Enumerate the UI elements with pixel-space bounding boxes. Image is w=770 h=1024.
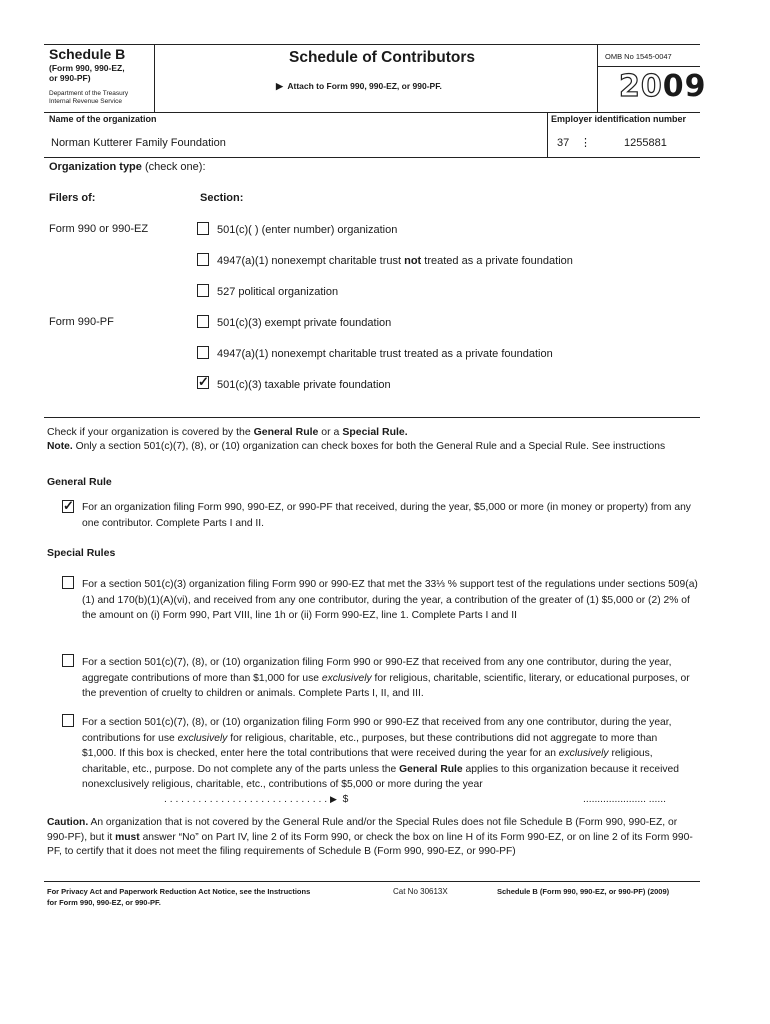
org-name-rule (44, 157, 700, 158)
tax-year (619, 70, 707, 104)
org-type-label: Organization type (49, 161, 142, 173)
option-4947-not-pf-bold: not (404, 255, 422, 267)
option-501c3-taxable-checkbox[interactable] (197, 376, 209, 389)
option-4947-pf-checkbox[interactable] (197, 346, 209, 359)
leader-dots: . . . . . . . . . . . . . . . . . . . . . . . . . . . . . (164, 794, 328, 805)
caution-text-2: answer “No” on Part IV, line 2 of its Form 990, or check the box on line H of its Form 990-EZ, or on line 2 of its Form 990-PF, to certify that it does not meet the filing requirements of Schedule B (Form 990, 990-EZ, or 990-PF) (47, 831, 693, 857)
special-rules-heading: Special Rules (47, 547, 116, 559)
general-rule-text: For an organization filing Form 990, 990-EZ, or 990-PF that received, during the year, $5,000 or more (in money or property) from any one contributor. Complete Parts I and II. (82, 502, 691, 529)
filers-label: Filers of: (49, 192, 96, 204)
special-rule-2-text (82, 655, 692, 702)
check-rule-mid: or a (318, 426, 343, 438)
special-rule-3-mid-2: religious, charitable, etc., purpose. Do not complete any of the parts unless the (82, 748, 653, 775)
option-527-label: 527 political organization (217, 286, 339, 298)
attach-text-row (276, 80, 442, 93)
option-501c3-taxable-label: 501(c)(3) taxable private foundation (217, 379, 391, 391)
note-text: Only a section 501(c)(7), (8), or (10) organization can check boxes for both the General Rule and a Special Rule. See instructions (72, 441, 666, 452)
special-rule-2-post: for religious, charitable, scientific, literary, or educational purposes, or the prevention of cruelty to children or animals. Complete Parts I, II, and III. (82, 672, 690, 699)
special-rule-2-italic: exclusively (321, 672, 372, 684)
special-rule-1-text: For a section 501(c)(3) organization filing Form 990 or 990-EZ that met the 33⅓ % support test of the regulations under sections 509(a)(1) and 170(b)(1)(A)(vi), and received from any one contributor, during the year, a contribution of the greater of (1) $5,000 or (2) 2% of the amount on (i) Form 990, Part VIII, line 1h or (ii) Form 990-EZ, line 1. Complete Parts I and II (82, 579, 698, 621)
ein-label: Employer identification number (551, 114, 687, 124)
general-rule-checkbox[interactable] (62, 500, 74, 513)
general-rule-heading: General Rule (47, 476, 112, 488)
omb-number: OMB No 1545-0047 (605, 52, 672, 61)
form-subtitle-1: (Form 990, 990-EZ, (49, 63, 125, 73)
org-type-row (49, 161, 206, 174)
header-left-divider (154, 44, 155, 112)
footer-cat-no: Cat No 30613X (393, 887, 448, 896)
org-name-label: Name of the organization (49, 114, 157, 124)
caution-bold: Caution. (47, 817, 89, 828)
option-4947-not-pf-pre: 4947(a)(1) nonexempt charitable trust (217, 255, 405, 267)
org-name-value: Norman Kutterer Family Foundation (51, 137, 226, 149)
main-title: Schedule of Contributors (289, 49, 475, 66)
footer-rule (44, 881, 700, 882)
footer-notice-1: For Privacy Act and Paperwork Reduction Act Notice, see the Instructions (47, 887, 311, 896)
arrow-right-icon: ▶ (276, 81, 283, 91)
dollar-sign: $ (342, 794, 349, 805)
form-990-label: Form 990 or 990-EZ (49, 223, 149, 235)
form-subtitle-2: or 990-PF) (49, 73, 91, 83)
special-rule-3-pre: For a section 501(c)(7), (8), or (10) organization filing Form 990 or 990-EZ that received from any one contributor, during the year, contributions for use (82, 717, 672, 744)
caution-paragraph (47, 816, 695, 860)
option-4947-not-pf-checkbox[interactable] (197, 253, 209, 266)
header-right-divider (597, 44, 598, 112)
dept-treasury: Department of the Treasury (49, 90, 129, 97)
footer-form-ref: Schedule B (Form 990, 990-EZ, or 990-PF) (2009) (497, 887, 670, 896)
option-501c3-exempt-label: 501(c)(3) exempt private foundation (217, 317, 392, 329)
header-omb-rule (597, 66, 700, 67)
check-rule-general: General Rule (253, 426, 319, 438)
tax-year-outline: 20 (619, 69, 663, 104)
tax-year-solid: 09 (662, 69, 707, 104)
arrow-right-icon: ▶ (329, 794, 337, 804)
ein-separator: ⋮ (580, 137, 591, 149)
rules-top-rule (44, 417, 700, 418)
special-rule-1-checkbox[interactable] (62, 576, 74, 589)
option-4947-not-pf-label (217, 255, 573, 268)
caution-text-1: An organization that is not covered by the General Rule and/or the Special Rules does not file Schedule B (Form 990, 990-EZ, or 990-PF), but it (47, 817, 678, 843)
ein-prefix: 37 (557, 137, 570, 149)
org-type-suffix: (check one): (144, 161, 206, 173)
option-527-checkbox[interactable] (197, 284, 209, 297)
option-501c-checkbox[interactable] (197, 222, 209, 235)
special-rule-3-amount-field[interactable]: ...................... ...... (583, 794, 666, 805)
special-rule-3-mid: for religious, charitable, etc., purposes, but these contributions did not aggregate to more than $1,000. If this box is checked, enter here the total contributions that were received during the year for an (82, 732, 658, 759)
ein-number: 1255881 (624, 137, 667, 149)
special-rule-3-post: applies to this organization because it received nonexclusively religious, charitable, etc., contributions of $5,000 or more during the year (82, 763, 680, 790)
ein-divider (547, 112, 548, 158)
special-rule-3-italic-2: exclusively (558, 748, 609, 759)
dept-irs: Internal Revenue Service (49, 98, 122, 105)
section-label: Section: (200, 192, 244, 204)
special-rule-2-checkbox[interactable] (62, 654, 74, 667)
check-rule-line (47, 426, 408, 439)
check-rule-pre: Check if your organization is covered by the (47, 426, 254, 438)
attach-text: Attach to Form 990, 990-EZ, or 990-PF. (287, 81, 442, 91)
special-rule-3-leader (164, 793, 348, 806)
special-rule-3-checkbox[interactable] (62, 714, 74, 727)
check-rule-special: Special Rule. (342, 426, 408, 438)
form-title: Schedule B (49, 46, 126, 62)
header-top-rule (44, 44, 700, 45)
special-rule-2-pre: For a section 501(c)(7), (8), or (10) organization filing Form 990 or 990-EZ that received from any one contributor, during the year, aggregate contributions of more than $1,000 for use (82, 657, 672, 684)
form-990pf-label: Form 990-PF (49, 316, 114, 328)
option-501c-label: 501(c)( ) (enter number) organization (217, 224, 398, 236)
special-rule-3-bold: General Rule (399, 763, 463, 775)
footer-notice-2: for Form 990, 990-EZ, or 990-PF. (47, 898, 161, 907)
note-paragraph (47, 440, 687, 454)
special-rule-3-text (82, 715, 692, 793)
option-4947-not-pf-post: treated as a private foundation (421, 255, 573, 267)
special-rule-3-italic: exclusively (177, 732, 228, 744)
caution-must: must (115, 831, 140, 843)
option-501c3-exempt-checkbox[interactable] (197, 315, 209, 328)
option-4947-pf-label: 4947(a)(1) nonexempt charitable trust treated as a private foundation (217, 348, 553, 360)
note-bold: Note. (47, 441, 73, 452)
